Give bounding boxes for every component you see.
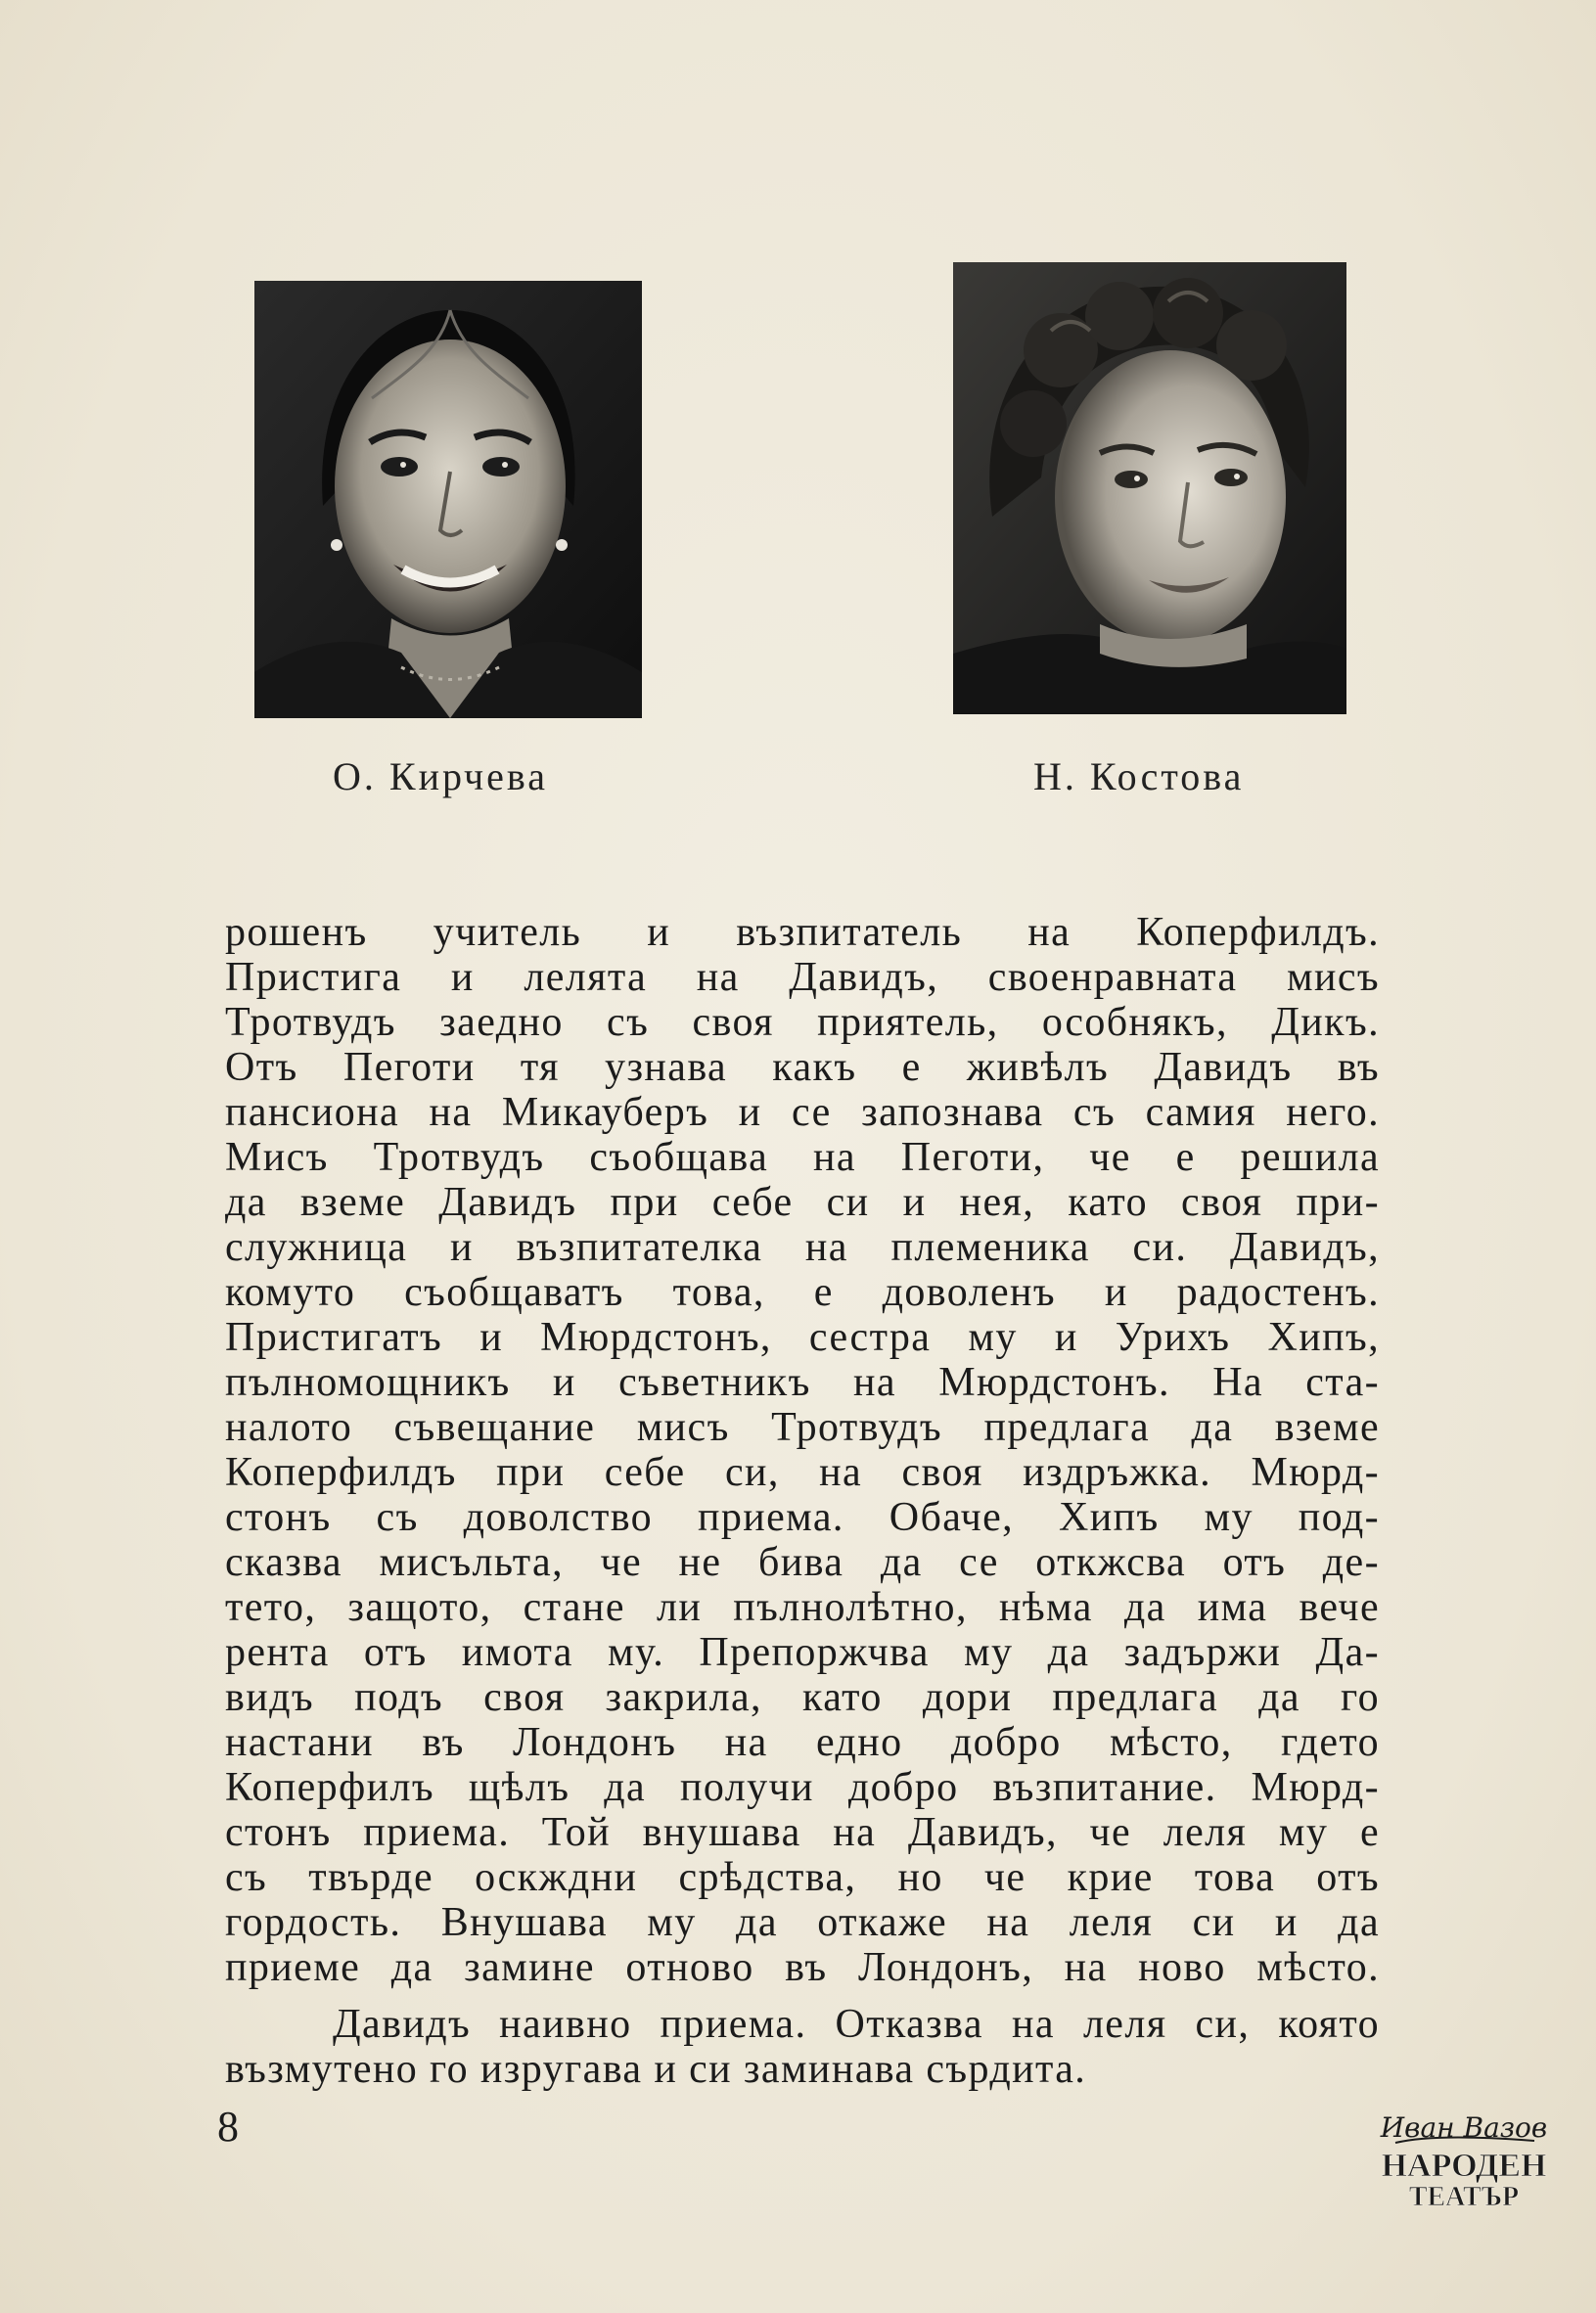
logo-line-2: ТЕАТЪР xyxy=(1408,2182,1520,2212)
national-theatre-logo xyxy=(1378,2104,1549,2216)
text-line: Отъ Пеготи тя узнава какъ е живѣлъ Давидъ въ xyxy=(225,1045,1380,1090)
text-line: стонъ съ доволство приема. Обаче, Хипъ му под- xyxy=(225,1495,1380,1540)
text-line: настани въ Лондонъ на едно добро мѣсто, гдето xyxy=(225,1720,1380,1765)
text-line: Коперфилъ щѣлъ да получи добро възпитание. Мюрд- xyxy=(225,1765,1380,1810)
text-line: Давидъ наивно приема. Отказва на леля си, която xyxy=(333,2002,1380,2047)
logo-signature: Иван Вазов xyxy=(1380,2111,1548,2144)
portrait-photo-kircheva xyxy=(254,281,642,718)
text-line: пълномощникъ и съветникъ на Мюрдстонъ. На ста- xyxy=(225,1360,1380,1405)
page-number: 8 xyxy=(217,2103,239,2151)
theatre-logo-icon xyxy=(1378,2104,1549,2216)
text-line: видъ подъ своя закрила, като дори предлага да го xyxy=(225,1675,1380,1720)
text-line: служница и възпитателка на племеника си. Давидъ, xyxy=(225,1225,1380,1270)
text-line: Коперфилдъ при себе си, на своя издръжка. Мюрд- xyxy=(225,1450,1380,1495)
text-line: гордость. Внушава му да откаже на леля си и да xyxy=(225,1900,1380,1945)
text-line: възмутено го изругава и си заминава сърдита. xyxy=(225,2047,1087,2092)
text-line: налото съвещание мисъ Тротвудъ предлага да вземе xyxy=(225,1405,1380,1450)
text-line: рента отъ имота му. Препоржчва му да задържи Да- xyxy=(225,1630,1380,1675)
text-line: съ твърде оскждни срѣдства, но че крие това отъ xyxy=(225,1855,1380,1900)
text-line: да вземе Давидъ при себе си и нея, като своя при- xyxy=(225,1180,1380,1225)
paragraph-1 xyxy=(225,910,1380,1990)
paragraph-2 xyxy=(225,2002,1380,2092)
text-line: Пристигатъ и Мюрдстонъ, сестра му и Урихъ Хипъ, xyxy=(225,1315,1380,1360)
text-line: Тротвудъ заедно съ своя приятель, особнякъ, Дикъ. xyxy=(225,1000,1380,1045)
text-line: сказва мисъльта, че не бива да се откжсва отъ де- xyxy=(225,1540,1380,1585)
text-line: рошенъ учитель и възпитатель на Коперфилдъ. xyxy=(225,910,1380,955)
photo-caption-kircheva: О. Кирчева xyxy=(333,754,548,798)
portrait-image xyxy=(254,281,642,718)
logo-line-1: НАРОДЕН xyxy=(1381,2148,1547,2184)
photo-caption-kostova: Н. Костова xyxy=(1033,754,1245,798)
portrait-image xyxy=(953,262,1346,714)
text-line: приеме да замине отново въ Лондонъ, на ново мѣсто. xyxy=(225,1945,1380,1990)
portrait-photo-kostova xyxy=(953,262,1346,714)
text-line: тето, защото, стане ли пълнолѣтно, нѣма да има вече xyxy=(225,1585,1380,1630)
body-text xyxy=(225,910,1380,2092)
text-line: пансиона на Микауберъ и се запознава съ самия него. xyxy=(225,1090,1380,1135)
text-line: Пристига и лелята на Давидъ, своенравната мисъ xyxy=(225,955,1380,1000)
text-line: комуто съобщаватъ това, е доволенъ и радостенъ. xyxy=(225,1270,1380,1315)
paragraph-gap xyxy=(225,1990,1380,2002)
text-line: стонъ приема. Той внушава на Давидъ, че леля му е xyxy=(225,1810,1380,1855)
text-line: Мисъ Тротвудъ съобщава на Пеготи, че е решила xyxy=(225,1135,1380,1180)
